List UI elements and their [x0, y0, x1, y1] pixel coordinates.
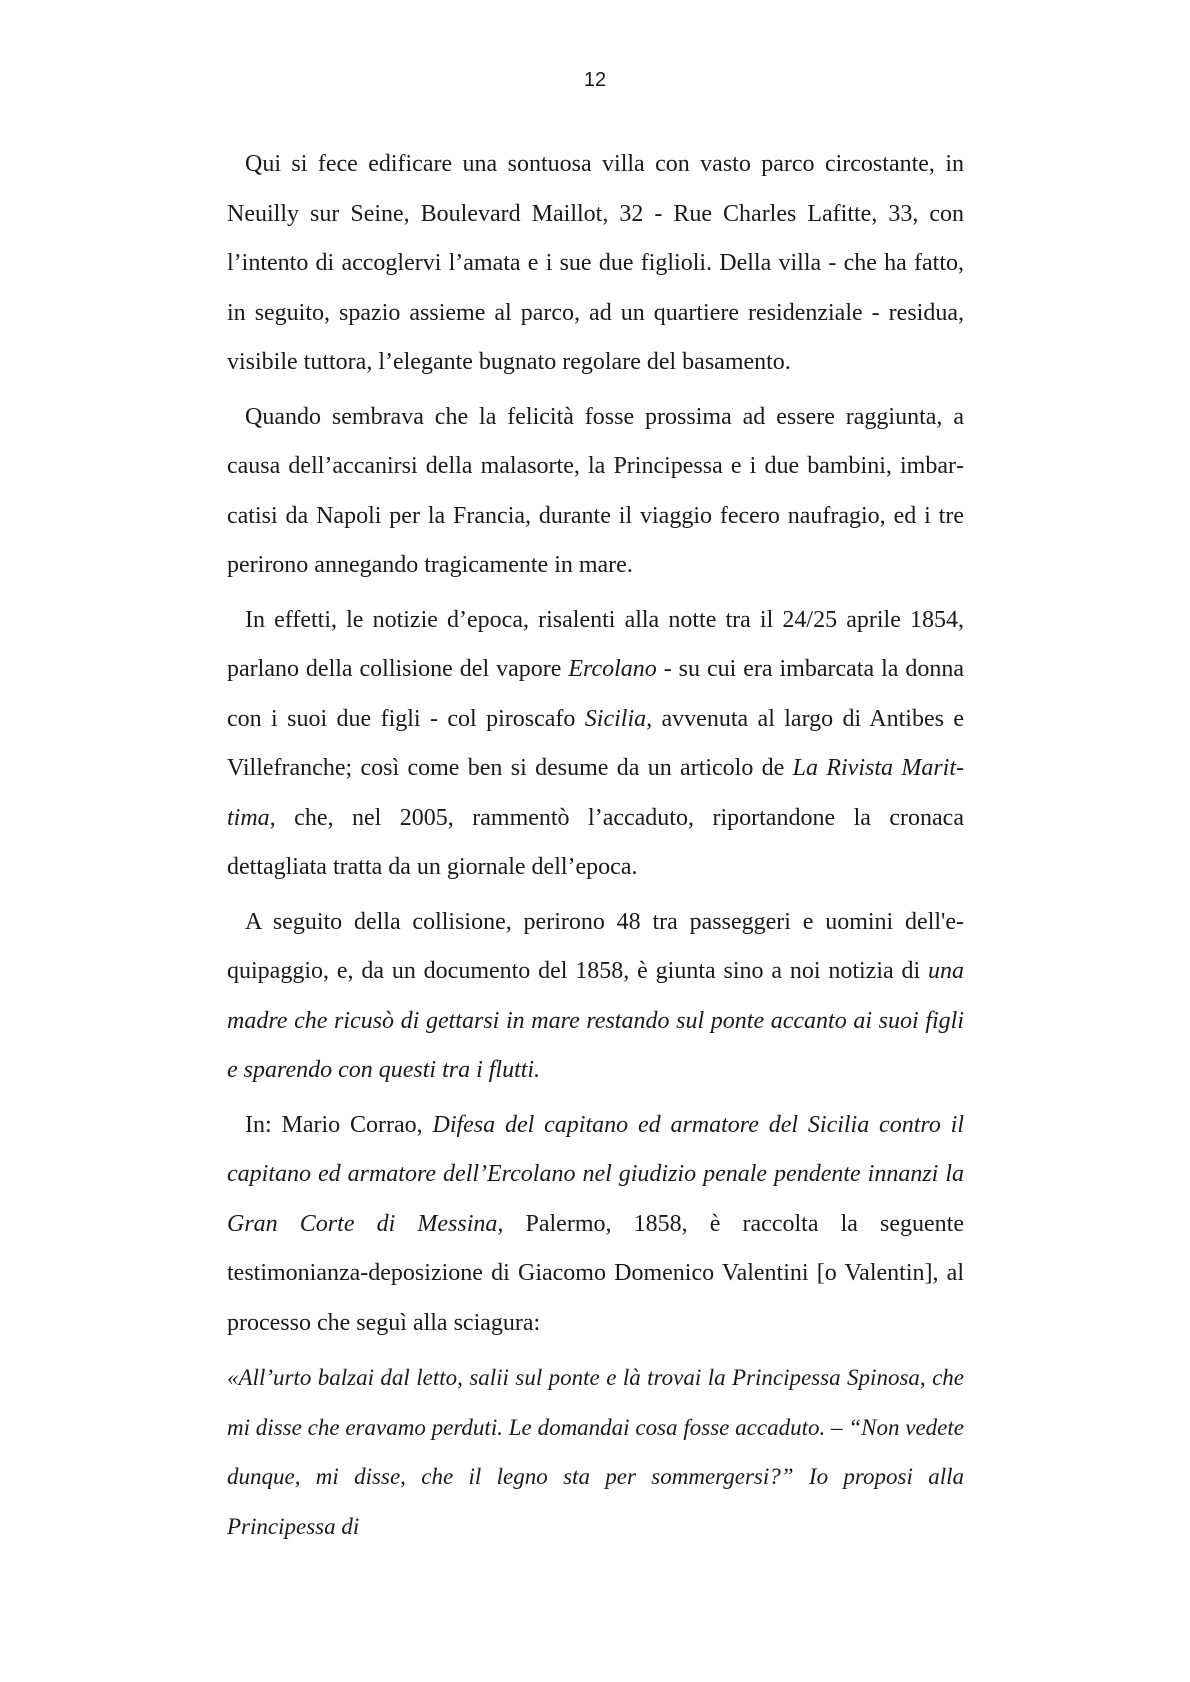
- text-run: Qui si fece edificare una sontuosa villa con vasto parco circostante, in Neuilly sur Seine, Boulevard Maillot, 32 - Rue Charles Lafitte, 33, con l’intento di accoglervi l’amata e i sue due figlioli. Della villa - che ha fatto, in seguito, spazio assieme al parco, ad un quartiere residenziale - residua, visibile tuttora, l’elegante bugnato regolare del basamento.: [227, 151, 964, 375]
- italic-excerpt: una madre che ricusò di gettarsi in mare restando sul ponte accanto ai suoi figli e sparendo con questi tra i flutti.: [227, 958, 964, 1083]
- text-run: avvenuta al largo di Antibes e Villefranche; così come ben si desume da un articolo de: [227, 705, 965, 781]
- ship-name-sicilia: Sicilia,: [584, 705, 653, 732]
- text-run: Palermo, 1858, è raccolta la seguente testimonianza-deposizione di Giacomo Domenico Valentini [o Valentin], al processo che seguì alla sciagura:: [227, 1210, 965, 1336]
- text-run: che, nel 2005, rammentò l’accaduto, riportandone la cronaca dettagliata tratta da un giornale dell’epoca.: [227, 804, 964, 880]
- text-run: In effetti, le notizie d’epoca, risalenti alla notte tra il 24/25 aprile 1854, parlano della collisione del vapore: [227, 606, 964, 682]
- ship-name-ercolano: Ercolano: [568, 656, 657, 682]
- text-run: Quando sembrava che la felicità fosse prossima ad essere raggiunta, a causa dell’accanirsi della malasorte, la Principessa e i due bambini, imbarcatisi da Napoli per la Francia, durante il viaggio fecero naufragio, ed i tre perirono annegando tragicamente in mare.: [227, 403, 964, 578]
- page-number: 12: [583, 69, 607, 91]
- journal-title: La Rivista Marittima,: [227, 755, 965, 831]
- testimony-quote: «All’urto balzai dal letto, salii sul ponte e là trovai la Principessa Spinosa, che mi disse che eravamo perduti. Le domandai cosa fosse accaduto. – “Non vedete dunque, mi disse, che il legno sta per sommergersi?” Io proposi alla Principessa di: [227, 1365, 964, 1539]
- paragraph-victims: [227, 898, 964, 1096]
- paragraph-source: [227, 1101, 964, 1349]
- body-text: [227, 140, 964, 1551]
- paragraph-shipwreck: [227, 393, 964, 591]
- text-run: In: Mario Corrao,: [245, 1111, 433, 1138]
- text-run: - su cui era imbarcata la donna con i suoi due figli - col piroscafo: [227, 656, 964, 732]
- cited-work-title: Difesa del capitano ed armatore del Sicilia contro il capitano ed armatore dell’Ercolano nel giudizio penale pendente innanzi la Gran Corte di Messina,: [227, 1111, 965, 1237]
- paragraph-villa: [227, 140, 964, 388]
- paragraph-collision: [227, 596, 964, 893]
- text-run: A seguito della collisione, perirono 48 tra passeggeri e uomini dell'equipaggio, e, da un documento del 1858, è giunta sino a noi notizia di: [227, 908, 964, 984]
